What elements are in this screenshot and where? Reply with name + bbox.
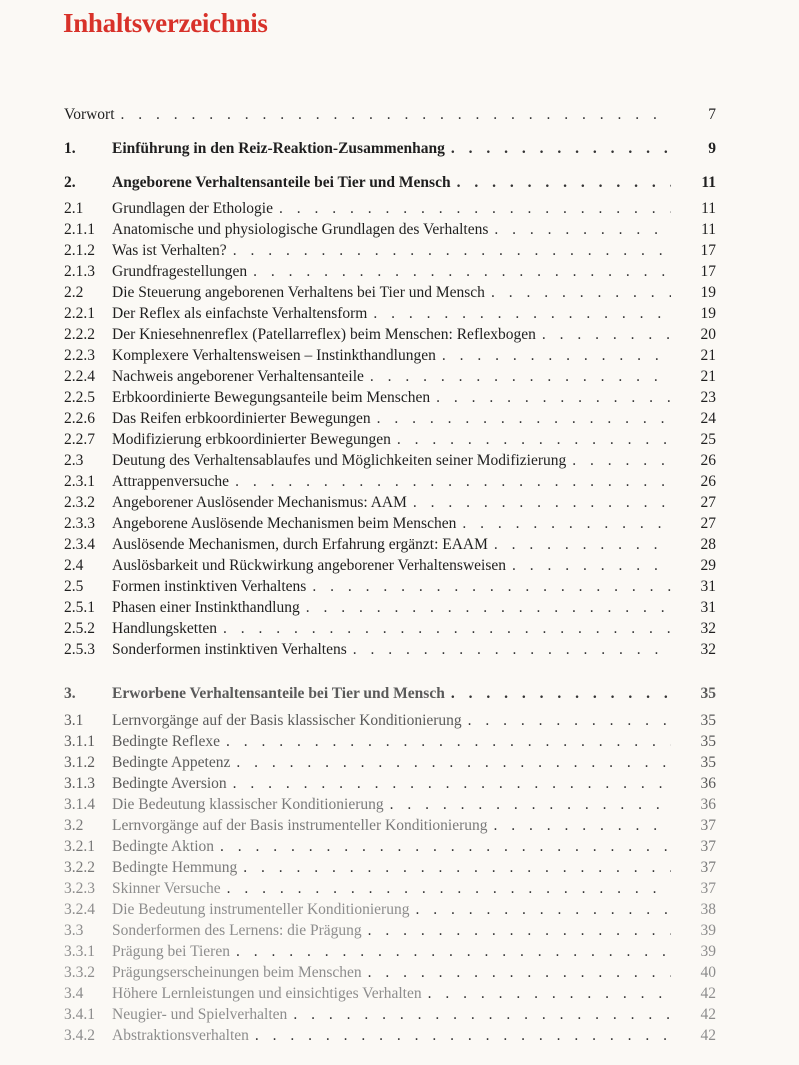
toc-entry-number: 3.3.2 (64, 964, 95, 981)
toc-entry-number: 2.5.3 (64, 641, 95, 658)
dot-leader (415, 899, 671, 920)
toc-entry-title: Bedingte Aktion (112, 838, 215, 855)
toc-row (0, 219, 799, 240)
toc-entry-title: Auslösbarkeit und Rückwirkung angeborener Verhaltensweisen (112, 557, 507, 574)
toc-entry-leader (112, 597, 671, 618)
toc-page-number: 42 (700, 985, 716, 1002)
toc-entry-number: 2.5.1 (64, 599, 95, 616)
toc-entry-title: Der Kniesehnenreflex (Patellarreflex) beim Menschen: Reflexbogen (112, 326, 536, 343)
toc-entry-title: Skinner Versuche (112, 880, 221, 897)
toc-entry-leader (112, 219, 671, 240)
dot-leader (312, 576, 671, 597)
dot-leader (442, 345, 671, 366)
toc-page-number: 39 (700, 922, 716, 939)
dot-leader (227, 878, 671, 899)
toc-entry-number: 2.3.1 (64, 473, 95, 490)
toc-row (0, 920, 799, 941)
toc-entry-number: 2. (64, 174, 76, 191)
toc-row (0, 794, 799, 815)
dot-leader (306, 597, 671, 618)
toc-entry-title: Der Reflex als einfachste Verhaltensform (112, 305, 368, 322)
toc-entry-title: Bedingte Aversion (112, 775, 227, 792)
toc-row (0, 1025, 799, 1046)
toc-row (0, 773, 799, 794)
dot-leader (397, 429, 671, 450)
dot-leader (236, 752, 671, 773)
dot-leader (253, 261, 671, 282)
toc-entry-leader (112, 408, 671, 429)
toc-row (0, 815, 799, 836)
toc-page-number: 42 (700, 1027, 716, 1044)
toc-entry-number: 2.3.3 (64, 515, 95, 532)
toc-row (0, 366, 799, 387)
toc-entry-leader (112, 240, 671, 261)
dot-leader (542, 324, 671, 345)
toc-page-number: 17 (700, 242, 716, 259)
dot-leader (236, 941, 671, 962)
toc-entry-leader (112, 639, 671, 660)
dot-leader (255, 1025, 671, 1046)
toc-entry-title: Auslösende Mechanismen, durch Erfahrung ergänzt: EAAM (112, 536, 488, 553)
toc-entry-title: Angeborener Auslösender Mechanismus: AAM (112, 494, 407, 511)
toc-row (0, 408, 799, 429)
toc-entry-number: 2.3.2 (64, 494, 95, 511)
toc-entry-title: Formen instinktiven Verhaltens (112, 578, 307, 595)
dot-leader (373, 303, 671, 324)
toc-entry-leader (112, 773, 671, 794)
toc-page-number: 20 (700, 326, 716, 343)
toc-entry-title: Die Bedeutung instrumenteller Konditionierung (112, 901, 410, 918)
toc-page-number: 27 (700, 515, 716, 532)
toc-entry-number: 3. (64, 685, 76, 702)
toc-page-number: 26 (700, 473, 716, 490)
dot-leader (494, 815, 672, 836)
toc-entry-number: 2.2.5 (64, 389, 95, 406)
toc-page-number: 32 (700, 641, 716, 658)
toc-entry-title: Höhere Lernleistungen und einsichtiges Verhalten (112, 985, 422, 1002)
toc-row (0, 513, 799, 534)
toc-entry-title: Grundlagen der Ethologie (112, 200, 273, 217)
toc-entry-title: Prägung bei Tieren (112, 943, 230, 960)
dot-leader (491, 282, 671, 303)
toc-row (0, 878, 799, 899)
toc-entry-title: Lernvorgänge auf der Basis instrumenteller Konditionierung (112, 817, 488, 834)
dot-leader (220, 836, 671, 857)
toc-entry-number: 3.2 (64, 817, 84, 834)
toc-entry-title: Das Reifen erbkoordinierter Bewegungen (112, 410, 371, 427)
toc-entry-leader (112, 450, 671, 471)
toc-entry-title: Sonderformen des Lernens: die Prägung (112, 922, 362, 939)
toc-row (0, 555, 799, 576)
toc-entry-title: Lernvorgänge auf der Basis klassischer Konditionierung (112, 712, 462, 729)
toc-entry-number: 3.1.3 (64, 775, 95, 792)
toc-entry-title: Angeborene Verhaltensanteile bei Tier und Mensch (112, 174, 451, 191)
toc-page-number: 11 (701, 174, 716, 191)
toc-entry-leader (112, 282, 671, 303)
toc-entry-leader (112, 324, 671, 345)
toc-entry-title: Bedingte Appetenz (112, 754, 231, 771)
toc-row (0, 731, 799, 752)
toc-entry-number: 1. (64, 140, 76, 157)
toc-entry-number: 2.5 (64, 578, 84, 595)
toc-entry-number: 2.1.3 (64, 263, 95, 280)
toc-entry-number: 2.3.4 (64, 536, 95, 553)
toc-entry-number: 3.1.2 (64, 754, 95, 771)
dot-leader (512, 555, 671, 576)
toc-entry-leader (112, 857, 671, 878)
toc-entry-leader (112, 492, 671, 513)
toc-entry-leader (64, 104, 671, 125)
toc-entry-leader (112, 752, 671, 773)
toc-chapter-row (0, 683, 799, 704)
dot-leader (413, 492, 671, 513)
toc-entry-leader (112, 794, 671, 815)
toc-entry-number: 3.2.3 (64, 880, 95, 897)
toc-page-number: 26 (700, 452, 716, 469)
dot-leader (243, 857, 671, 878)
toc-entry-number: 2.2.7 (64, 431, 95, 448)
toc-row (0, 198, 799, 219)
toc-row (0, 618, 799, 639)
toc-row (0, 429, 799, 450)
toc-row (0, 983, 799, 1004)
toc-chapter-row (0, 172, 799, 193)
toc-entry-leader (112, 366, 671, 387)
toc-row (0, 240, 799, 261)
toc-entry-number: 3.4 (64, 985, 84, 1002)
toc-row (0, 104, 799, 125)
dot-leader (451, 683, 671, 704)
toc-entry-number: 3.1 (64, 712, 84, 729)
toc-entry-number: 3.2.2 (64, 859, 95, 876)
toc-entry-leader (112, 683, 671, 704)
dot-leader (494, 219, 671, 240)
toc-page-number: 17 (700, 263, 716, 280)
toc-entry-title: Erworbene Verhaltensanteile bei Tier und Mensch (112, 685, 445, 702)
dot-leader (377, 408, 671, 429)
dot-leader (436, 387, 671, 408)
dot-leader (235, 471, 671, 492)
toc-row (0, 387, 799, 408)
dot-leader (451, 138, 671, 159)
toc-page-number: 36 (700, 796, 716, 813)
toc-entry-leader (112, 471, 671, 492)
dot-leader (233, 773, 671, 794)
toc-row (0, 282, 799, 303)
toc-page-number: 7 (708, 106, 716, 123)
toc-page-number: 21 (700, 347, 716, 364)
toc-entry-title: Die Steuerung angeborenen Verhaltens bei Tier und Mensch (112, 284, 485, 301)
toc-entry-title: Die Bedeutung klassischer Konditionierung (112, 796, 384, 813)
toc-page-number: 40 (700, 964, 716, 981)
toc-row (0, 962, 799, 983)
toc-entry-leader (112, 1004, 671, 1025)
toc-entry-leader (112, 576, 671, 597)
toc-page-number: 39 (700, 943, 716, 960)
toc-entry-leader (112, 303, 671, 324)
toc-page-number: 24 (700, 410, 716, 427)
toc-page-number: 35 (700, 733, 716, 750)
toc-entry-title: Angeborene Auslösende Mechanismen beim Menschen (112, 515, 457, 532)
dot-leader (468, 710, 671, 731)
toc-entry-leader (112, 429, 671, 450)
toc-entry-title: Erbkoordinierte Bewegungsanteile beim Menschen (112, 389, 431, 406)
toc-row (0, 450, 799, 471)
dot-leader (572, 450, 671, 471)
toc-entry-number: 3.3.1 (64, 943, 95, 960)
toc-entry-leader (112, 920, 671, 941)
dot-leader (368, 962, 671, 983)
dot-leader (368, 920, 671, 941)
toc-page-number: 11 (701, 221, 716, 238)
toc-entry-leader (112, 941, 671, 962)
toc-row (0, 303, 799, 324)
toc-page-number: 36 (700, 775, 716, 792)
toc-entry-leader (112, 1025, 671, 1046)
toc-entry-leader (112, 731, 671, 752)
toc-page-number: 37 (700, 838, 716, 855)
toc-page-number: 31 (700, 599, 716, 616)
dot-leader (390, 794, 671, 815)
dot-leader (233, 240, 671, 261)
toc-entry-title: Prägungserscheinungen beim Menschen (112, 964, 362, 981)
toc-page-number: 25 (700, 431, 716, 448)
toc-page-number: 38 (700, 901, 716, 918)
toc-entry-title: Phasen einer Instinkthandlung (112, 599, 300, 616)
toc-entry-leader (112, 513, 671, 534)
dot-leader (462, 513, 671, 534)
toc-entry-title: Abstraktionsverhalten (112, 1027, 249, 1044)
toc-row (0, 857, 799, 878)
toc-entry-number: 3.1.1 (64, 733, 95, 750)
toc-entry-title: Anatomische und physiologische Grundlagen des Verhaltens (112, 221, 489, 238)
toc-chapter-row (0, 138, 799, 159)
toc-entry-number: 3.3 (64, 922, 84, 939)
toc-entry-number: 2.2.4 (64, 368, 95, 385)
toc-entry-leader (112, 710, 671, 731)
toc-entry-leader (112, 555, 671, 576)
toc-entry-number: 2.1 (64, 200, 84, 217)
toc-entry-leader (112, 899, 671, 920)
toc-page-number: 21 (700, 368, 716, 385)
toc-entry-title: Bedingte Hemmung (112, 859, 238, 876)
toc-entry-title: Modifizierung erbkoordinierter Bewegungen (112, 431, 391, 448)
toc-entry-leader (112, 836, 671, 857)
toc-page-number: 32 (700, 620, 716, 637)
toc-row (0, 534, 799, 555)
toc-entry-number: 2.2.3 (64, 347, 95, 364)
toc-page-number: 37 (700, 859, 716, 876)
toc-row (0, 941, 799, 962)
toc-entry-number: 2.1.2 (64, 242, 95, 259)
toc-entry-leader (112, 387, 671, 408)
dot-leader (370, 366, 671, 387)
toc-entry-number: 3.2.4 (64, 901, 95, 918)
dot-leader (353, 639, 671, 660)
toc-page-number: 9 (708, 140, 716, 157)
toc-entry-title: Handlungsketten (112, 620, 218, 637)
toc-entry-leader (112, 618, 671, 639)
toc-row (0, 836, 799, 857)
toc-entry-leader (112, 172, 671, 193)
toc-row (0, 261, 799, 282)
dot-leader (223, 618, 671, 639)
toc-entry-title: Vorwort (64, 106, 115, 123)
toc-page-number: 19 (700, 284, 716, 301)
dot-leader (457, 172, 671, 193)
dot-leader (121, 104, 671, 125)
toc-entry-number: 2.4 (64, 557, 84, 574)
toc-entry-title: Einführung in den Reiz-Reaktion-Zusammenhang (112, 140, 445, 157)
toc-page-number: 11 (701, 200, 716, 217)
toc-row (0, 597, 799, 618)
toc-entry-leader (112, 815, 671, 836)
toc-entry-number: 3.2.1 (64, 838, 95, 855)
toc-entry-leader (112, 983, 671, 1004)
toc-row (0, 324, 799, 345)
dot-leader (494, 534, 671, 555)
toc-row (0, 710, 799, 731)
toc-entry-number: 2.1.1 (64, 221, 95, 238)
toc-entry-leader (112, 198, 671, 219)
toc-entry-number: 3.1.4 (64, 796, 95, 813)
toc-entry-title: Nachweis angeborener Verhaltensanteile (112, 368, 364, 385)
toc-page-number: 28 (700, 536, 716, 553)
toc-entry-number: 2.2 (64, 284, 84, 301)
toc-entry-leader (112, 962, 671, 983)
toc-entry-title: Neugier- und Spielverhalten (112, 1006, 288, 1023)
toc-entry-title: Was ist Verhalten? (112, 242, 227, 259)
toc-row (0, 345, 799, 366)
toc-page-number: 35 (700, 754, 716, 771)
dot-leader (226, 731, 671, 752)
toc-page-number: 27 (700, 494, 716, 511)
toc-row (0, 492, 799, 513)
dot-leader (293, 1004, 671, 1025)
dot-leader (279, 198, 671, 219)
toc-page-number: 35 (700, 712, 716, 729)
toc-entry-leader (112, 534, 671, 555)
toc-row (0, 639, 799, 660)
toc-entry-title: Attrappenversuche (112, 473, 230, 490)
toc-page-number: 31 (700, 578, 716, 595)
toc-entry-number: 2.2.2 (64, 326, 95, 343)
toc-entry-leader (112, 261, 671, 282)
toc-entry-number: 3.4.2 (64, 1027, 95, 1044)
toc-page-number: 29 (700, 557, 716, 574)
toc-entry-number: 3.4.1 (64, 1006, 95, 1023)
toc-row (0, 1004, 799, 1025)
toc-row (0, 576, 799, 597)
toc-entry-leader (112, 345, 671, 366)
toc-page-number: 37 (700, 880, 716, 897)
toc-entry-title: Bedingte Reflexe (112, 733, 221, 750)
toc-page-number: 37 (700, 817, 716, 834)
toc-entry-title: Sonderformen instinktiven Verhaltens (112, 641, 347, 658)
dot-leader (428, 983, 671, 1004)
toc-entry-title: Komplexere Verhaltensweisen – Instinkthandlungen (112, 347, 436, 364)
toc-entry-number: 2.2.1 (64, 305, 95, 322)
toc-page-number: 42 (700, 1006, 716, 1023)
page-title: Inhaltsverzeichnis (63, 8, 268, 38)
toc-row (0, 752, 799, 773)
toc-entry-number: 2.5.2 (64, 620, 95, 637)
toc-page-number: 19 (700, 305, 716, 322)
toc-entry-leader (112, 138, 671, 159)
toc-page-number: 35 (700, 685, 716, 702)
toc-row (0, 471, 799, 492)
toc-entry-number: 2.2.6 (64, 410, 95, 427)
toc-entry-leader (112, 878, 671, 899)
toc-entry-title: Deutung des Verhaltensablaufes und Möglichkeiten seiner Modifizierung (112, 452, 567, 469)
toc-row (0, 899, 799, 920)
toc-entry-number: 2.3 (64, 452, 84, 469)
toc-page-number: 23 (700, 389, 716, 406)
toc-entry-title: Grundfragestellungen (112, 263, 248, 280)
